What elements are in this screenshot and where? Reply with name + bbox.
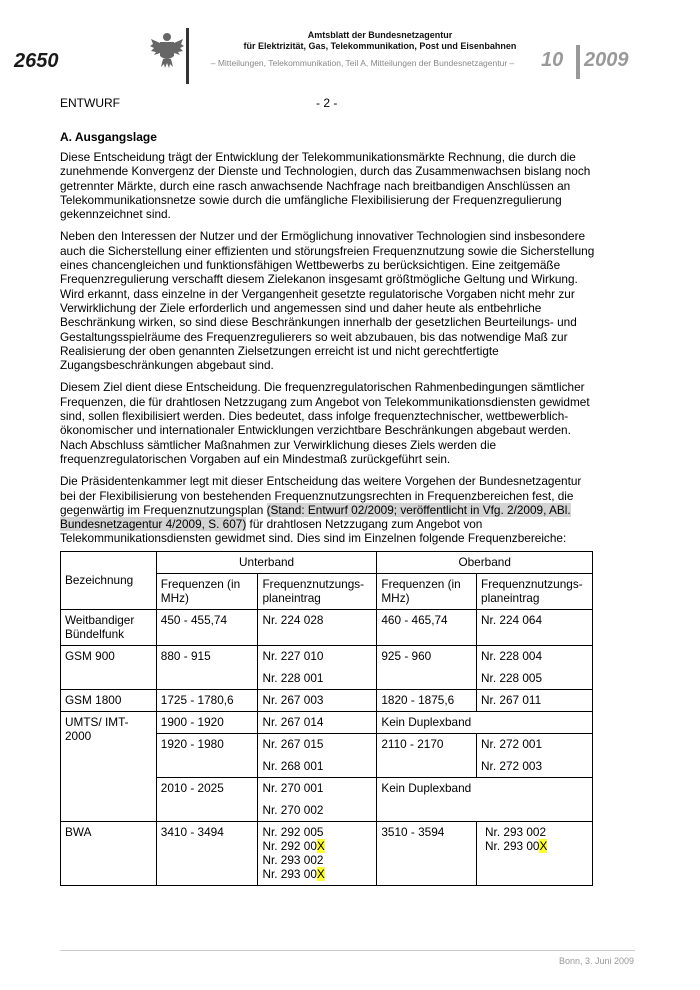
header-lower-band: Unterband <box>156 551 377 573</box>
lower-frequency: 1725 - 1780,6 <box>156 689 258 711</box>
upper-frequency: 1820 - 1875,6 <box>377 689 477 711</box>
plan-entry-line: Nr. 270 001 <box>262 780 324 795</box>
plan-entry-line: Nr. 292 005 <box>262 824 324 839</box>
table-row <box>61 711 593 733</box>
upper-plan-entry: Nr. 267 011 <box>477 689 593 711</box>
plan-entry-prefix: Nr. 293 00 <box>485 838 540 853</box>
header-lower-frequencies: Frequenzen (in MHz) <box>156 573 258 609</box>
page-number: 2650 <box>14 50 59 72</box>
plan-entry-line: Nr. 228 005 <box>481 670 543 685</box>
draft-page-number: - 2 - <box>316 96 338 110</box>
table-row <box>61 645 593 689</box>
plan-entry-line: Nr. 293 002 <box>485 824 547 839</box>
lower-frequency: 3410 - 3494 <box>156 821 258 885</box>
section-heading: A. Ausgangslage <box>60 130 157 144</box>
upper-plan-entry <box>477 645 593 689</box>
paragraph-4-text-end: für drahtlosen Netzzugang zum Angebot von Telekommunikationsdiensten gewidmet sind. Dies sind im Einzelnen folgende Frequenzbereiche: <box>60 517 567 546</box>
draft-label: ENTWURF <box>60 96 120 110</box>
plan-entry-line: Nr. 272 001 <box>481 736 543 751</box>
plan-entry-line: Nr. 270 002 <box>262 802 324 817</box>
header-upper-frequencies: Frequenzen (in MHz) <box>377 573 477 609</box>
plan-entry-line: Nr. 227 010 <box>262 648 324 663</box>
federal-eagle-icon <box>150 30 184 70</box>
upper-frequency: 460 - 465,74 <box>377 609 477 645</box>
plan-entry-prefix: Nr. 293 00 <box>262 866 317 881</box>
row-name: BWA <box>61 821 157 885</box>
placeholder-mark: X <box>316 866 325 881</box>
gazette-title-line1: Amtsblatt der Bundesnetzagentur <box>307 30 453 40</box>
placeholder-mark: X <box>316 838 325 853</box>
placeholder-mark: X <box>539 838 548 853</box>
issue-year: 2009 <box>584 49 629 71</box>
plan-entry-prefix: Nr. 292 00 <box>262 838 317 853</box>
lower-plan-entry <box>258 645 377 689</box>
document-body <box>60 130 596 886</box>
table-row <box>61 609 593 645</box>
plan-entry-line: Nr. 228 004 <box>481 648 543 663</box>
plan-entry-line <box>262 867 372 881</box>
row-name: GSM 1800 <box>61 689 157 711</box>
lower-frequency: 450 - 455,74 <box>156 609 258 645</box>
plan-entry-line: Nr. 272 003 <box>481 758 543 773</box>
header-divider <box>186 28 189 84</box>
header-lower-plan-entry: Frequenznutzungs-planeintrag <box>258 573 377 609</box>
footer-divider <box>60 950 635 951</box>
upper-plan-entry <box>477 821 593 885</box>
upper-band-note: Kein Duplexband <box>377 777 593 821</box>
paragraph-4-text-start: Die Präsidentenkammer legt mit dieser Entscheidung das weitere Vorgehen der Bundesnetzagentur bei der Flexibilisierung von bestehenden Frequenznutzungsrechten in Frequenzbereichen fest, die gegenwärtig im Frequenznutzungsplan <box>60 474 582 517</box>
paragraph-4 <box>60 474 596 545</box>
lower-frequency: 1900 - 1920 <box>156 711 258 733</box>
gazette-title-line2: für Elektrizität, Gas, Telekommunikation, Post und Eisenbahnen <box>243 41 517 51</box>
paragraph-2: Neben den Interessen der Nutzer und der Ermöglichung innovativer Technologien sind insbesondere auch die Sicherstellung einer effizienten und störungsfreien Frequenznutzung sowie die Sicherstellung eines chancengleichen und funktionsfähigen Wettbewerbs zu berücksichtigen. Eine zeitgemäße Frequenzregulierung verschafft diesem Zielekanon insgesamt größtmögliche Geltung und Wirkung. Wird erkannt, dass einzelne in der Vergangenheit gesetzte regulatorische Vorgaben nicht mehr zur Verwirklichung der Ziele erforderlich und angemessen sind und daher heute als entbehrliche Beschränkung wirken, so sind diese Beschränkungen innerhalb der gesetzlichen Beurteilungs- und Gestaltungsspielräume des Frequenzregulierers so weit abzubauen, bis das notwendige Maß zur Realisierung der oben genannten Zielsetzungen erreicht ist und nicht gerechtfertigte Zugangsbeschränkungen abgebaut sind. <box>60 229 595 373</box>
frequency-table <box>60 551 593 886</box>
paragraph-4-highlight: (Stand: Entwurf 02/2009; veröffentlicht in Vfg. 2/2009, ABl. Bundesnetzagentur 4/2009, S. 607) <box>60 502 571 532</box>
issue-number: 10 <box>541 49 564 71</box>
lower-plan-entry: Nr. 267 014 <box>258 711 377 733</box>
plan-entry-line <box>485 839 588 853</box>
plan-entry-line: Nr. 267 015 <box>262 736 324 751</box>
upper-frequency: 925 - 960 <box>377 645 477 689</box>
lower-plan-entry <box>258 733 377 777</box>
paragraph-1: Diese Entscheidung trägt der Entwicklung der Telekommunikationsmärkte Rechnung, die durch die zunehmende Konvergenz der Dienste und Technologien, durch das Zusammenwachsen bislang noch getrennter Märkte, durch eine rasch anwachsende Nachfrage nach breitbandigen Anschlüssen an Telekommunikationsnetze sowie durch die umfängliche Flexibilisierung der Frequenzregulierung gekennzeichnet sind. <box>60 150 591 222</box>
header-designation: Bezeichnung <box>61 551 157 609</box>
issue-divider <box>576 45 580 79</box>
upper-plan-entry: Nr. 224 064 <box>477 609 593 645</box>
lower-plan-entry: Nr. 224 028 <box>258 609 377 645</box>
row-name: UMTS/ IMT-2000 <box>61 711 157 821</box>
lower-frequency: 1920 - 1980 <box>156 733 258 777</box>
upper-plan-entry <box>477 733 593 777</box>
lower-plan-entry <box>258 821 377 885</box>
footer-date: Bonn, 3. Juni 2009 <box>558 956 634 966</box>
gazette-subtitle: – Mitteilungen, Telekommunikation, Teil A, Mitteilungen der Bundesnetzagentur – <box>210 58 515 68</box>
plan-entry-line <box>262 839 372 853</box>
header-upper-band: Oberband <box>377 551 593 573</box>
lower-frequency: 880 - 915 <box>156 645 258 689</box>
table-header-row <box>61 551 593 573</box>
lower-frequency: 2010 - 2025 <box>156 777 258 821</box>
upper-band-note: Kein Duplexband <box>377 711 593 733</box>
lower-plan-entry <box>258 777 377 821</box>
lower-plan-entry: Nr. 267 003 <box>258 689 377 711</box>
plan-entry-line: Nr. 293 002 <box>262 852 324 867</box>
row-name: GSM 900 <box>61 645 157 689</box>
upper-frequency: 3510 - 3594 <box>377 821 477 885</box>
table-row <box>61 689 593 711</box>
upper-frequency: 2110 - 2170 <box>377 733 477 777</box>
header-upper-plan-entry: Frequenznutzungs-planeintrag <box>477 573 593 609</box>
paragraph-3: Diesem Ziel dient diese Entscheidung. Die frequenzregulatorischen Rahmenbedingungen sämtlicher Frequenzen, die für drahtlosen Netzzugang zum Angebot von Telekommunikationsdiensten gewidmet sind, sollen flexibilisiert werden. Dies bedeutet, dass infolge frequenztechnischer, wettbewerblich-ökonomischer und internationaler Entwicklungen verzichtbare Beschränkungen abgebaut werden. Nach Abschluss sämtlicher Maßnahmen zur Verwirklichung dieses Ziels werden die frequenzregulatorischen Vorgaben auf ein Mindestmaß zurückgeführt sein. <box>60 380 590 466</box>
table-row <box>61 821 593 885</box>
plan-entry-line: Nr. 228 001 <box>262 670 324 685</box>
gazette-title <box>210 30 550 52</box>
plan-entry-line: Nr. 268 001 <box>262 758 324 773</box>
row-name: Weitbandiger Bündelfunk <box>61 609 157 645</box>
